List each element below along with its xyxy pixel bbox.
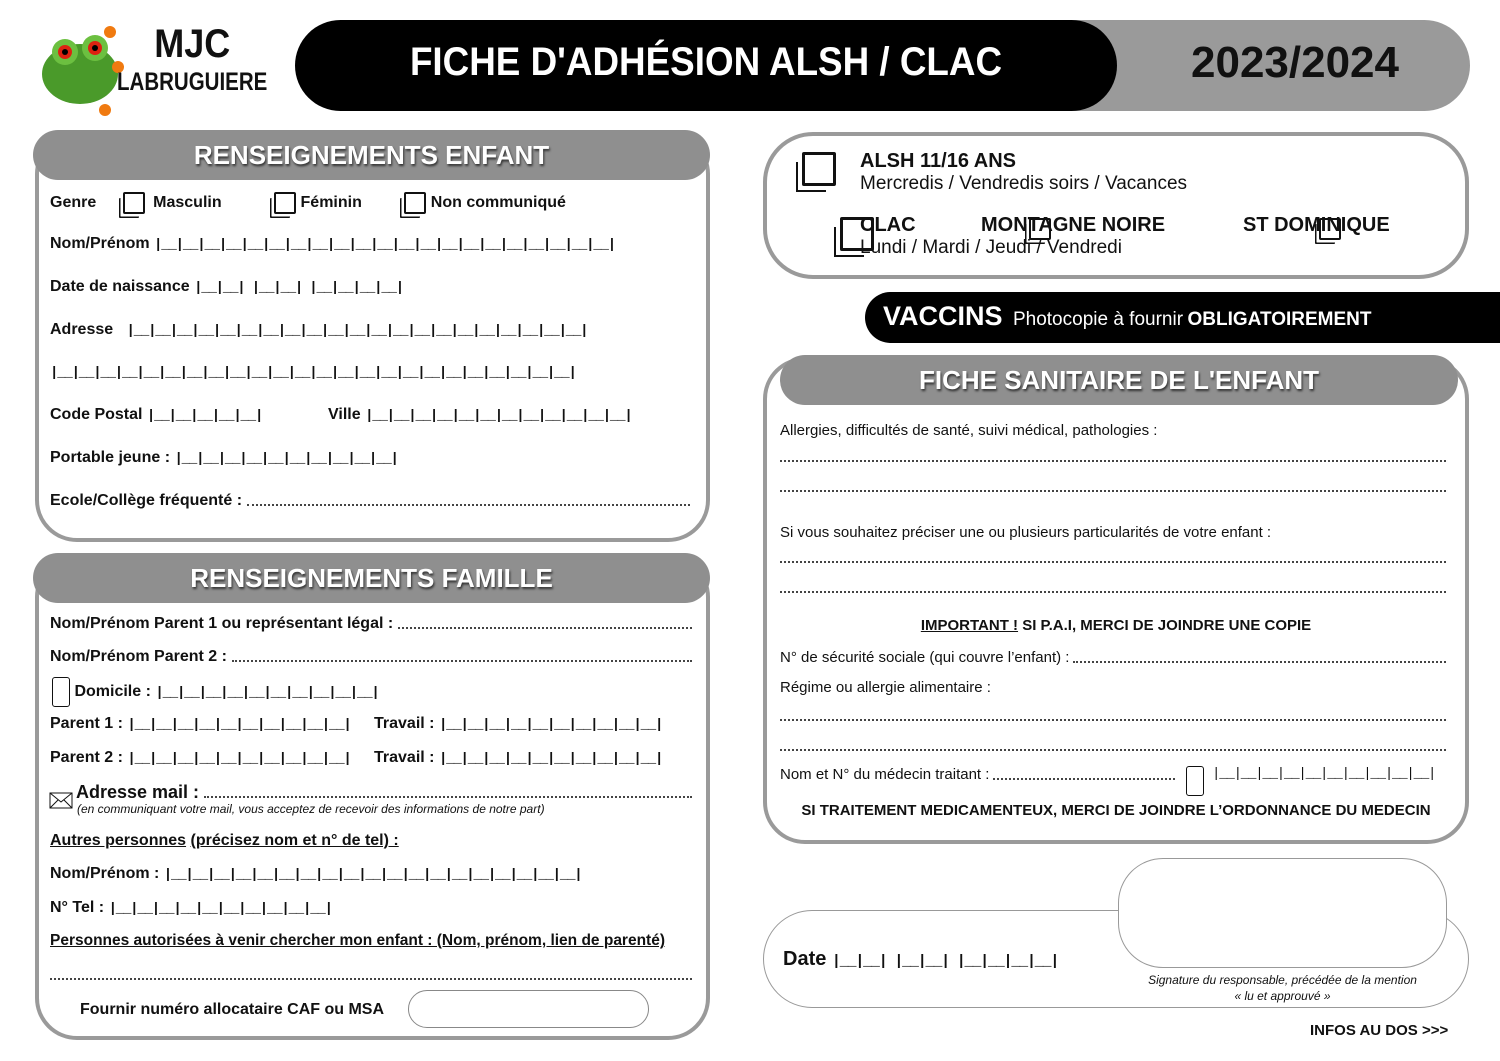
date-field[interactable]: |__|__| |__|__| |__|__|__|__| (831, 953, 1059, 970)
feminin-checkbox[interactable] (274, 192, 296, 214)
medecin-row[interactable] (780, 766, 1175, 783)
famille-section-title: RENSEIGNEMENTS FAMILLE (33, 553, 710, 603)
non-communique-checkbox[interactable] (404, 192, 426, 214)
regime-line-1[interactable] (780, 711, 1446, 721)
ville-field[interactable]: |__|__|__|__|__|__|__|__|__|__|__|__| (365, 408, 632, 424)
allergies-label: Allergies, difficultés de santé, suivi médical, pathologies : (780, 422, 1158, 439)
adresse-field-2[interactable]: |__|__|__|__|__|__|__|__|__|__|__|__|__|__|__|__|__|__|__|__|__|__|__|__| (50, 365, 576, 381)
p1-row[interactable] (50, 715, 351, 733)
p2-field[interactable]: |__|__|__|__|__|__|__|__|__|__| (127, 751, 351, 767)
nom-label: Nom/Prénom (50, 235, 150, 252)
dominique-label: ST DOMINIQUE (1243, 214, 1390, 236)
domicile-label: Domicile : (74, 683, 151, 701)
ville-label: Ville (328, 406, 361, 423)
portable-label: Portable jeune : (50, 449, 171, 466)
ecole-label: Ecole/Collège fréquenté : (50, 492, 243, 509)
frog-logo-icon (25, 12, 135, 122)
important-note (763, 617, 1469, 634)
autorises-label: Personnes autorisées à venir chercher mon enfant : (Nom, prénom, lien de parenté) (50, 932, 665, 949)
signature-caption-1: Signature du responsable, précédée de la mention (1148, 973, 1417, 987)
t2-row[interactable] (374, 749, 662, 767)
alsh-days: Mercredis / Vendredis soirs / Vacances (860, 173, 1188, 194)
alsh-checkbox[interactable] (802, 152, 836, 186)
adresse-label: Adresse (50, 321, 114, 338)
clac-title: CLAC (860, 214, 916, 236)
medecin-field[interactable] (993, 766, 1175, 780)
regime-label: Régime ou allergie alimentaire : (780, 679, 991, 696)
autre-nom-label: Nom/Prénom : (50, 865, 160, 882)
cp-field[interactable]: |__|__|__|__|__| (146, 408, 263, 424)
parent1-row[interactable] (50, 615, 692, 633)
travail2-label: Travail : (374, 749, 435, 766)
p2-row[interactable] (50, 749, 351, 767)
ecole-field[interactable] (247, 492, 690, 506)
travail2-field[interactable]: |__|__|__|__|__|__|__|__|__|__| (438, 751, 663, 767)
phone-icon (52, 677, 70, 707)
secu-field[interactable] (1073, 649, 1446, 663)
portable-row[interactable] (50, 449, 398, 467)
enfant-section-title: RENSEIGNEMENTS ENFANT (33, 130, 710, 180)
vaccins-banner (865, 292, 1500, 343)
infos-au-dos-link[interactable]: INFOS AU DOS >>> (1310, 1022, 1449, 1039)
tel-row[interactable] (50, 899, 332, 917)
important-text: SI P.A.I, MERCI DE JOINDRE UNE COPIE (1018, 617, 1312, 634)
nom-row[interactable] (50, 235, 615, 253)
clac-days: Lundi / Mardi / Jeudi / Vendredi (860, 237, 1122, 258)
genre-row (50, 192, 566, 214)
tel-label: N° Tel : (50, 899, 105, 916)
autres-label: Autres personnes (50, 832, 187, 849)
mail-field[interactable] (204, 782, 692, 798)
adresse-field[interactable]: |__|__|__|__|__|__|__|__|__|__|__|__|__|__|__|__|__|__|__|__|__| (126, 323, 588, 339)
date-label: Date (783, 948, 827, 970)
logo-line2: LABRUGUIERE (117, 68, 268, 96)
secu-row[interactable] (780, 649, 1446, 666)
masculin-checkbox[interactable] (123, 192, 145, 214)
portable-field[interactable]: |__|__|__|__|__|__|__|__|__|__| (174, 451, 398, 467)
adresse-row[interactable] (50, 321, 587, 339)
parent1-label: Nom/Prénom Parent 1 ou représentant légal : (50, 615, 394, 632)
particularites-line-1[interactable] (780, 553, 1446, 563)
page-title: FICHE D'ADHÉSION ALSH / CLAC (409, 40, 1003, 84)
vaccins-text: Photocopie à fournir (1012, 309, 1184, 330)
autres-sub: (précisez nom et n° de tel) : (190, 832, 399, 849)
sanitaire-section-title: FICHE SANITAIRE DE L'ENFANT (780, 355, 1458, 405)
cp-label: Code Postal (50, 406, 143, 423)
alsh-title: ALSH 11/16 ANS (860, 150, 1016, 172)
mail-icon (49, 792, 73, 810)
logo (25, 12, 270, 122)
medecin-label: Nom et N° du médecin traitant : (780, 766, 990, 783)
school-year: 2023/2024 (1191, 38, 1399, 87)
autorises-heading (50, 932, 665, 950)
traitement-note: SI TRAITEMENT MEDICAMENTEUX, MERCI DE JOINDRE L’ORDONNANCE DU MEDECIN (801, 802, 1431, 819)
parent2-field[interactable] (232, 648, 692, 662)
caf-input[interactable] (408, 990, 649, 1028)
regime-line-2[interactable] (780, 741, 1446, 751)
particularites-line-2[interactable] (780, 583, 1446, 593)
phone-icon (1186, 766, 1204, 796)
ecole-row[interactable] (50, 492, 690, 510)
travail1-label: Travail : (374, 715, 435, 732)
travail1-field[interactable]: |__|__|__|__|__|__|__|__|__|__| (438, 717, 663, 733)
logo-line1: MJC (154, 22, 231, 66)
p2-label: Parent 2 : (50, 749, 123, 766)
tel-field[interactable]: |__|__|__|__|__|__|__|__|__|__| (108, 901, 332, 917)
masculin-label: Masculin (153, 194, 222, 212)
feminin-label: Féminin (300, 194, 362, 212)
signature-box[interactable] (1118, 858, 1447, 968)
naissance-field[interactable]: |__|__| |__|__| |__|__|__|__| (194, 280, 403, 296)
p1-label: Parent 1 : (50, 715, 123, 732)
parent1-field[interactable] (398, 615, 692, 629)
secu-label: N° de sécurité sociale (qui couvre l’enfant) : (780, 649, 1070, 666)
p1-field[interactable]: |__|__|__|__|__|__|__|__|__|__| (127, 717, 351, 733)
mail-label: Adresse mail : (76, 782, 200, 802)
mail-row[interactable] (76, 782, 692, 803)
autres-heading (50, 832, 399, 850)
vaccins-strong: OBLIGATOIREMENT (1187, 309, 1372, 330)
montagne-label: MONTAGNE NOIRE (981, 214, 1166, 236)
genre-label: Genre (50, 194, 97, 212)
allergies-line-1[interactable] (780, 452, 1446, 462)
cp-row[interactable] (50, 406, 262, 424)
mail-note: (en communiquant votre mail, vous acceptez de recevoir des informations de notre part) (77, 802, 545, 816)
t1-row[interactable] (374, 715, 662, 733)
signature-caption-2: « lu et approuvé » (1234, 989, 1331, 1003)
parent2-row[interactable] (50, 648, 692, 666)
allergies-line-2[interactable] (780, 482, 1446, 492)
vaccins-title: VACCINS (883, 301, 1003, 331)
non-communique-label: Non communiqué (430, 194, 566, 212)
autre-nom-field[interactable]: |__|__|__|__|__|__|__|__|__|__|__|__|__|__|__|__|__|__|__| (163, 867, 582, 883)
date-row[interactable] (783, 948, 1058, 971)
particularites-label: Si vous souhaitez préciser une ou plusieurs particularités de votre enfant : (780, 524, 1272, 541)
naissance-row[interactable] (50, 278, 403, 296)
medecin-phone-field[interactable]: |__|__|__|__|__|__|__|__|__|__| (1212, 766, 1436, 782)
autre-nom-row[interactable] (50, 865, 581, 883)
nom-field[interactable]: |__|__|__|__|__|__|__|__|__|__|__|__|__|__|__|__|__|__|__|__|__| (154, 237, 615, 253)
important-label: IMPORTANT ! (920, 617, 1019, 634)
domicile-row[interactable] (52, 677, 379, 707)
parent2-label: Nom/Prénom Parent 2 : (50, 648, 227, 665)
ville-row[interactable] (328, 406, 632, 424)
domicile-field[interactable]: |__|__|__|__|__|__|__|__|__|__| (155, 685, 379, 702)
autorises-field[interactable] (50, 968, 692, 980)
naissance-label: Date de naissance (50, 278, 190, 295)
caf-label: Fournir numéro allocataire CAF ou MSA (80, 1001, 385, 1018)
